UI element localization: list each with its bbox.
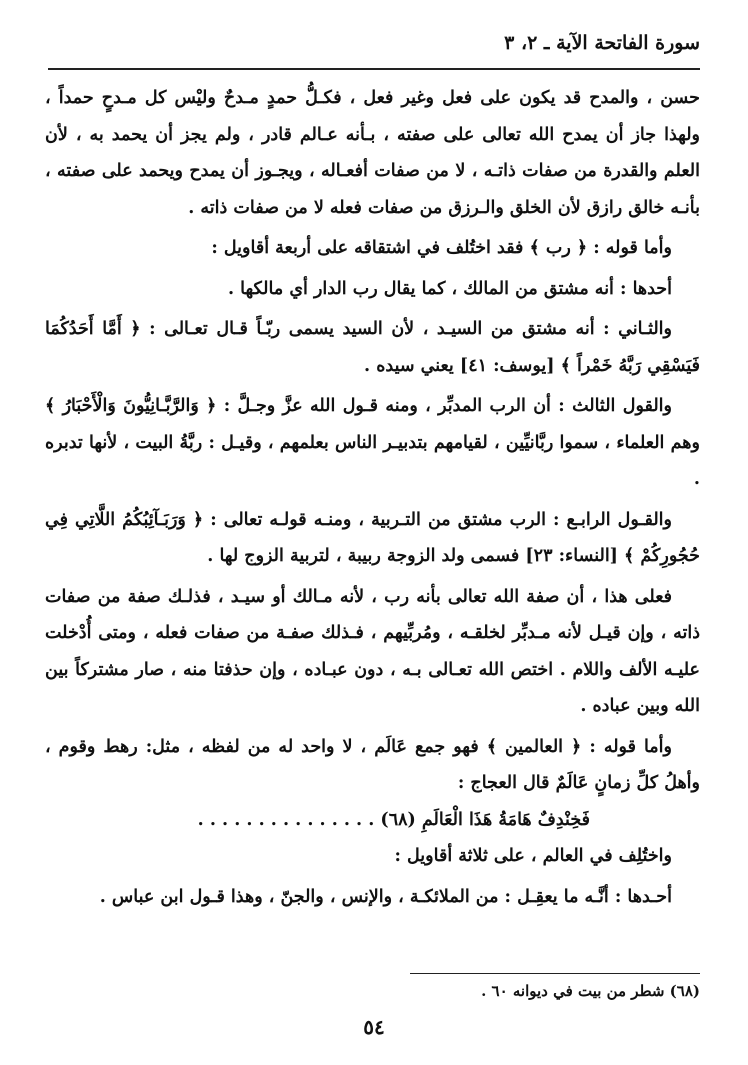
- paragraph-alam-first: أحـدها : أنَّـه ما يعقِـل : من الملائكـة ، والإنس ، والجنّ ، وهذا قـول ابن عباس .: [99, 886, 672, 907]
- paragraph-fourth-opinion: والقـول الرابـع : الرب مشتق من التـربية ، ومنـه قولـه تعالى : ﴿ وَرَبَـآئِبُكُمُ اللَّاتِي فِي حُجُورِكُمْ ﴾ [النساء: ٢٣] فسمى ولد الزوجة ربيبة ، لتربية الزوج لها .: [45, 509, 700, 566]
- paragraph-alam-opinions: واختُلِف في العالم ، على ثلاثة أقاويل :: [394, 846, 672, 866]
- footnote: (٦٨) شطر من بيت في ديوانه ٦٠ .: [481, 982, 700, 1000]
- paragraph-alamin: وأما قوله : ﴿ العالمين ﴾ فهو جمع عَالَم ، لا واحد له من لفظه ، مثل: رهط وقوم ، وأهلُ كلِّ زمانٍ عَالَمٌ قال العجاج :: [45, 736, 700, 793]
- main-text: [45, 80, 700, 915]
- header-divider: [48, 68, 700, 70]
- footnote-divider: [410, 973, 700, 974]
- paragraph-praise-definition: حسن ، والمدح قد يكون على فعل وغير فعل ، فكـلُّ حمدٍ مـدحٌ وليْس كل مـدحٍ حمداً ، ولهذا جاز أن يمدح الله تعالى على صفته ، بـأنه عـالم قادر ، ولم يجز أن يحمد به ، لأن العلم والقدرة من صفات ذاتـه ، لا من صفات أفعـاله ، ويجـوز أن يمدح ويحمد على صفته ، بأنـه خالق رازق لأن الخلق والـرزق من صفات فعله لا من صفات ذاته .: [45, 88, 700, 218]
- header-title: سورة الفاتحة الآية ـ ٢، ٣: [504, 32, 700, 54]
- running-header: [48, 32, 700, 68]
- paragraph-second-opinion: والثـاني : أنه مشتق من السيـد ، لأن السيد يسمى ربّـاً قـال تعـالى : ﴿ أَمَّا أَحَدُكُمَا فَيَسْقِي رَبَّهُ خَمْراً ﴾ [يوسف: ٤١] يعني سيده .: [45, 319, 700, 376]
- paragraph-first-opinion: أحدها : أنه مشتق من المالك ، كما يقال رب الدار أي مالكها .: [227, 278, 672, 299]
- paragraph-rabb-intro: وأما قوله : ﴿ رب ﴾ فقد اختُلف في اشتقاقه على أربعة أقاويل :: [211, 238, 672, 258]
- poetry-verse: فَخِنْدِفٌ هَامَةُ هَذَا الْعَالَمِ (٦٨) . . . . . . . . . . . . . . .: [197, 809, 590, 830]
- paragraph-conclusion: فعلى هذا ، أن صفة الله تعالى بأنه رب ، لأنه مـالك أو سيـد ، فذلـك صفة من صفات ذاته ، وإن قيـل لأنه مـدبِّر لخلقـه ، ومُربِّيهم ، فـذلك صفـة من صفات فعله ، ومتى أُدْخلت عليـه الألف واللام . اختص الله تعـالى بـه ، دون عبـاده ، وإن حذفتا منه ، صار مشتركاً بين الله وبين عباده .: [45, 586, 700, 716]
- page-number: ٥٤: [363, 1015, 385, 1039]
- paragraph-third-opinion: والقول الثالث : أن الرب المدبِّر ، ومنه قـول الله عزَّ وجـلَّ : ﴿ وَالرَّبَّـانِيُّونَ وَالْأَحْبَارُ ﴾ وهم العلماء ، سموا ربَّانيِّين ، لقيامهم بتدبيـر الناس بعلمهم ، وقيـل : ربَّةُ البيت ، لأنها تدبره .: [45, 396, 700, 489]
